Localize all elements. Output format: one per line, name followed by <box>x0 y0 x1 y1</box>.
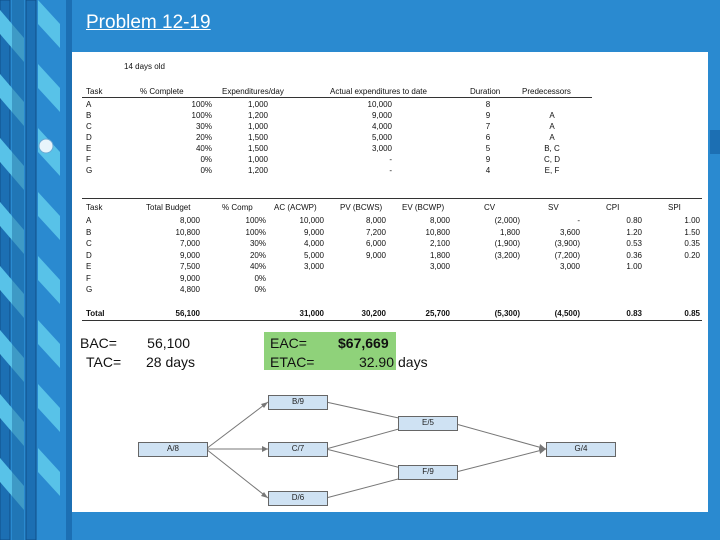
t1-cell-task: G <box>86 166 93 175</box>
t2-header-percent-comp: % Comp <box>222 203 253 212</box>
t2-cell-cv: (2,000) <box>494 216 520 225</box>
t2-cell-task: F <box>86 273 91 283</box>
t2-header-ac: AC (ACWP) <box>274 203 317 212</box>
total-sv: (4,500) <box>554 309 580 318</box>
t1-cell-percent-complete: 30% <box>195 122 212 131</box>
t1-header-duration: Duration <box>470 87 501 96</box>
total-cpi: 0.83 <box>626 309 642 318</box>
node-e: E/5 <box>398 416 458 431</box>
t2-header-cpi: CPI <box>606 203 620 212</box>
t2-header-sv: SV <box>548 203 559 212</box>
t2-cell-percent-comp: 100% <box>245 216 266 225</box>
t2-cell-percent-comp: 30% <box>249 239 266 248</box>
t2-cell-ev: 1,800 <box>429 250 450 260</box>
left-decorative-strip <box>0 0 72 540</box>
t1-cell-task: E <box>86 144 92 153</box>
t1-cell-percent-complete: 20% <box>195 133 212 142</box>
t1-cell-predecessors: E, F <box>544 166 560 175</box>
tac-value: 28 days <box>146 354 196 370</box>
t1-cell-duration: 7 <box>485 122 491 131</box>
t2-cell-task: E <box>86 262 92 271</box>
t1-header-predecessors: Predecessors <box>522 87 571 96</box>
t1-cell-actual-expenditures: 4,000 <box>371 122 392 131</box>
t1-cell-task: B <box>86 111 92 120</box>
t2-cell-sv: - <box>577 216 580 225</box>
t1-cell-expenditures-day: 1,200 <box>247 111 268 120</box>
t2-cell-sv: (7,200) <box>554 250 580 260</box>
total-budget: 56,100 <box>175 309 200 318</box>
bac-label: BAC= <box>80 335 117 351</box>
t2-cell-spi: 1.50 <box>684 227 700 237</box>
t2-cell-task: C <box>86 239 92 248</box>
t1-cell-expenditures-day: 1,500 <box>247 133 268 142</box>
days-old-label: 14 days old <box>124 62 165 71</box>
total-ac: 31,000 <box>299 309 324 318</box>
t1-cell-actual-expenditures: 3,000 <box>371 144 392 153</box>
t1-cell-actual-expenditures: - <box>389 166 392 175</box>
t2-cell-ac: 10,000 <box>299 216 324 225</box>
node-f: F/9 <box>398 465 458 480</box>
t2-cell-cpi: 1.00 <box>626 262 642 271</box>
t2-cell-ev: 8,000 <box>429 216 450 225</box>
t1-header-expenditures-day: Expenditures/day <box>222 87 284 96</box>
t1-cell-predecessors: A <box>549 111 555 120</box>
tac-label: TAC= <box>86 354 122 370</box>
t2-cell-ac: 3,000 <box>303 262 324 271</box>
t2-cell-spi: 1.00 <box>684 216 700 225</box>
t1-cell-task: A <box>86 100 92 109</box>
t2-cell-percent-comp: 20% <box>249 250 266 260</box>
t2-cell-cv: 1,800 <box>499 227 520 237</box>
etac-unit: days <box>398 354 428 370</box>
t1-cell-expenditures-day: 1,200 <box>247 166 268 175</box>
t2-cell-cpi: 0.53 <box>626 239 642 248</box>
bac-value: 56,100 <box>147 335 190 351</box>
t2-header-pv: PV (BCWS) <box>340 203 383 212</box>
t1-cell-task: F <box>86 155 91 164</box>
t1-cell-predecessors: A <box>549 122 555 131</box>
total-spi: 0.85 <box>684 309 700 318</box>
eac-value: $67,669 <box>338 335 389 351</box>
t1-cell-expenditures-day: 1,000 <box>247 100 268 109</box>
t2-cell-task: D <box>86 250 92 260</box>
total-cv: (5,300) <box>494 309 520 318</box>
t2-cell-ev: 10,800 <box>425 227 450 237</box>
t1-header-actual-expenditures: Actual expenditures to date <box>330 87 427 96</box>
total-row-label: Total <box>86 309 105 318</box>
t1-cell-duration: 9 <box>485 111 491 120</box>
t2-cell-ac: 9,000 <box>303 227 324 237</box>
node-d: D/6 <box>268 491 328 506</box>
t2-cell-total-budget: 7,000 <box>179 239 200 248</box>
t2-cell-ac: 5,000 <box>303 250 324 260</box>
t1-cell-duration: 4 <box>485 166 491 175</box>
spreadsheet-image <box>72 52 708 512</box>
t1-cell-duration: 5 <box>485 144 491 153</box>
t1-cell-percent-complete: 40% <box>195 144 212 153</box>
t1-cell-percent-complete: 100% <box>191 111 212 120</box>
t2-cell-task: B <box>86 227 92 237</box>
right-edge-marker <box>710 130 720 154</box>
t2-cell-total-budget: 8,000 <box>179 216 200 225</box>
t2-cell-pv: 7,200 <box>365 227 386 237</box>
t2-cell-cv: (3,200) <box>494 250 520 260</box>
t1-header-percent-complete: % Complete <box>140 87 184 96</box>
t2-cell-percent-comp: 40% <box>249 262 266 271</box>
t2-cell-percent-comp: 0% <box>254 273 266 283</box>
total-ev: 25,700 <box>425 309 450 318</box>
t1-cell-expenditures-day: 1,000 <box>247 155 268 164</box>
node-g: G/4 <box>546 442 616 457</box>
t2-header-cv: CV <box>484 203 496 212</box>
t1-cell-predecessors: A <box>549 133 555 142</box>
t1-cell-task: C <box>86 122 92 131</box>
t2-cell-task: G <box>86 285 93 294</box>
t1-cell-percent-complete: 100% <box>191 100 212 109</box>
eac-label: EAC= <box>270 335 307 351</box>
t2-cell-total-budget: 4,800 <box>179 285 200 294</box>
total-pv: 30,200 <box>361 309 386 318</box>
t1-header-task: Task <box>86 87 103 96</box>
t2-cell-spi: 0.20 <box>684 250 700 260</box>
t1-cell-expenditures-day: 1,000 <box>247 122 268 131</box>
t1-cell-predecessors: C, D <box>544 155 560 164</box>
t2-cell-sv: 3,000 <box>559 262 580 271</box>
t2-cell-pv: 9,000 <box>365 250 386 260</box>
etac-value: 32.90 <box>358 354 394 370</box>
node-b: B/9 <box>268 395 328 410</box>
node-a: A/8 <box>138 442 208 457</box>
t2-cell-total-budget: 10,800 <box>175 227 200 237</box>
t2-cell-total-budget: 9,000 <box>179 273 200 283</box>
t1-cell-actual-expenditures: 10,000 <box>367 100 392 109</box>
t2-cell-cpi: 1.20 <box>626 227 642 237</box>
t2-header-total-budget: Total Budget <box>146 203 191 212</box>
t1-cell-percent-complete: 0% <box>200 166 212 175</box>
t1-cell-percent-complete: 0% <box>200 155 212 164</box>
etac-label: ETAC= <box>270 354 315 370</box>
t2-cell-cv: (1,900) <box>494 239 520 248</box>
t2-cell-pv: 6,000 <box>365 239 386 248</box>
t2-cell-ev: 3,000 <box>429 262 450 271</box>
t2-cell-total-budget: 7,500 <box>179 262 200 271</box>
t1-cell-expenditures-day: 1,500 <box>247 144 268 153</box>
t2-header-ev: EV (BCWP) <box>402 203 445 212</box>
t2-cell-percent-comp: 0% <box>254 285 266 294</box>
t1-cell-predecessors: B, C <box>544 144 560 153</box>
t2-header-spi: SPI <box>668 203 681 212</box>
t2-cell-ac: 4,000 <box>303 239 324 248</box>
t2-cell-sv: 3,600 <box>559 227 580 237</box>
t1-cell-duration: 9 <box>485 155 491 164</box>
t2-cell-pv: 8,000 <box>365 216 386 225</box>
t2-header-task: Task <box>86 203 103 212</box>
t1-cell-duration: 6 <box>485 133 491 142</box>
node-c: C/7 <box>268 442 328 457</box>
t1-cell-actual-expenditures: 5,000 <box>371 133 392 142</box>
t1-cell-task: D <box>86 133 92 142</box>
t2-cell-cpi: 0.36 <box>626 250 642 260</box>
t2-cell-ev: 2,100 <box>429 239 450 248</box>
t2-cell-cpi: 0.80 <box>626 216 642 225</box>
t2-cell-task: A <box>86 216 92 225</box>
slide-title: Problem 12-19 <box>86 12 211 33</box>
t2-cell-percent-comp: 100% <box>245 227 266 237</box>
t2-cell-total-budget: 9,000 <box>179 250 200 260</box>
t2-cell-spi: 0.35 <box>684 239 700 248</box>
t1-cell-actual-expenditures: - <box>389 155 392 164</box>
t1-cell-actual-expenditures: 9,000 <box>371 111 392 120</box>
t2-cell-sv: (3,900) <box>554 239 580 248</box>
t1-cell-duration: 8 <box>485 100 491 109</box>
